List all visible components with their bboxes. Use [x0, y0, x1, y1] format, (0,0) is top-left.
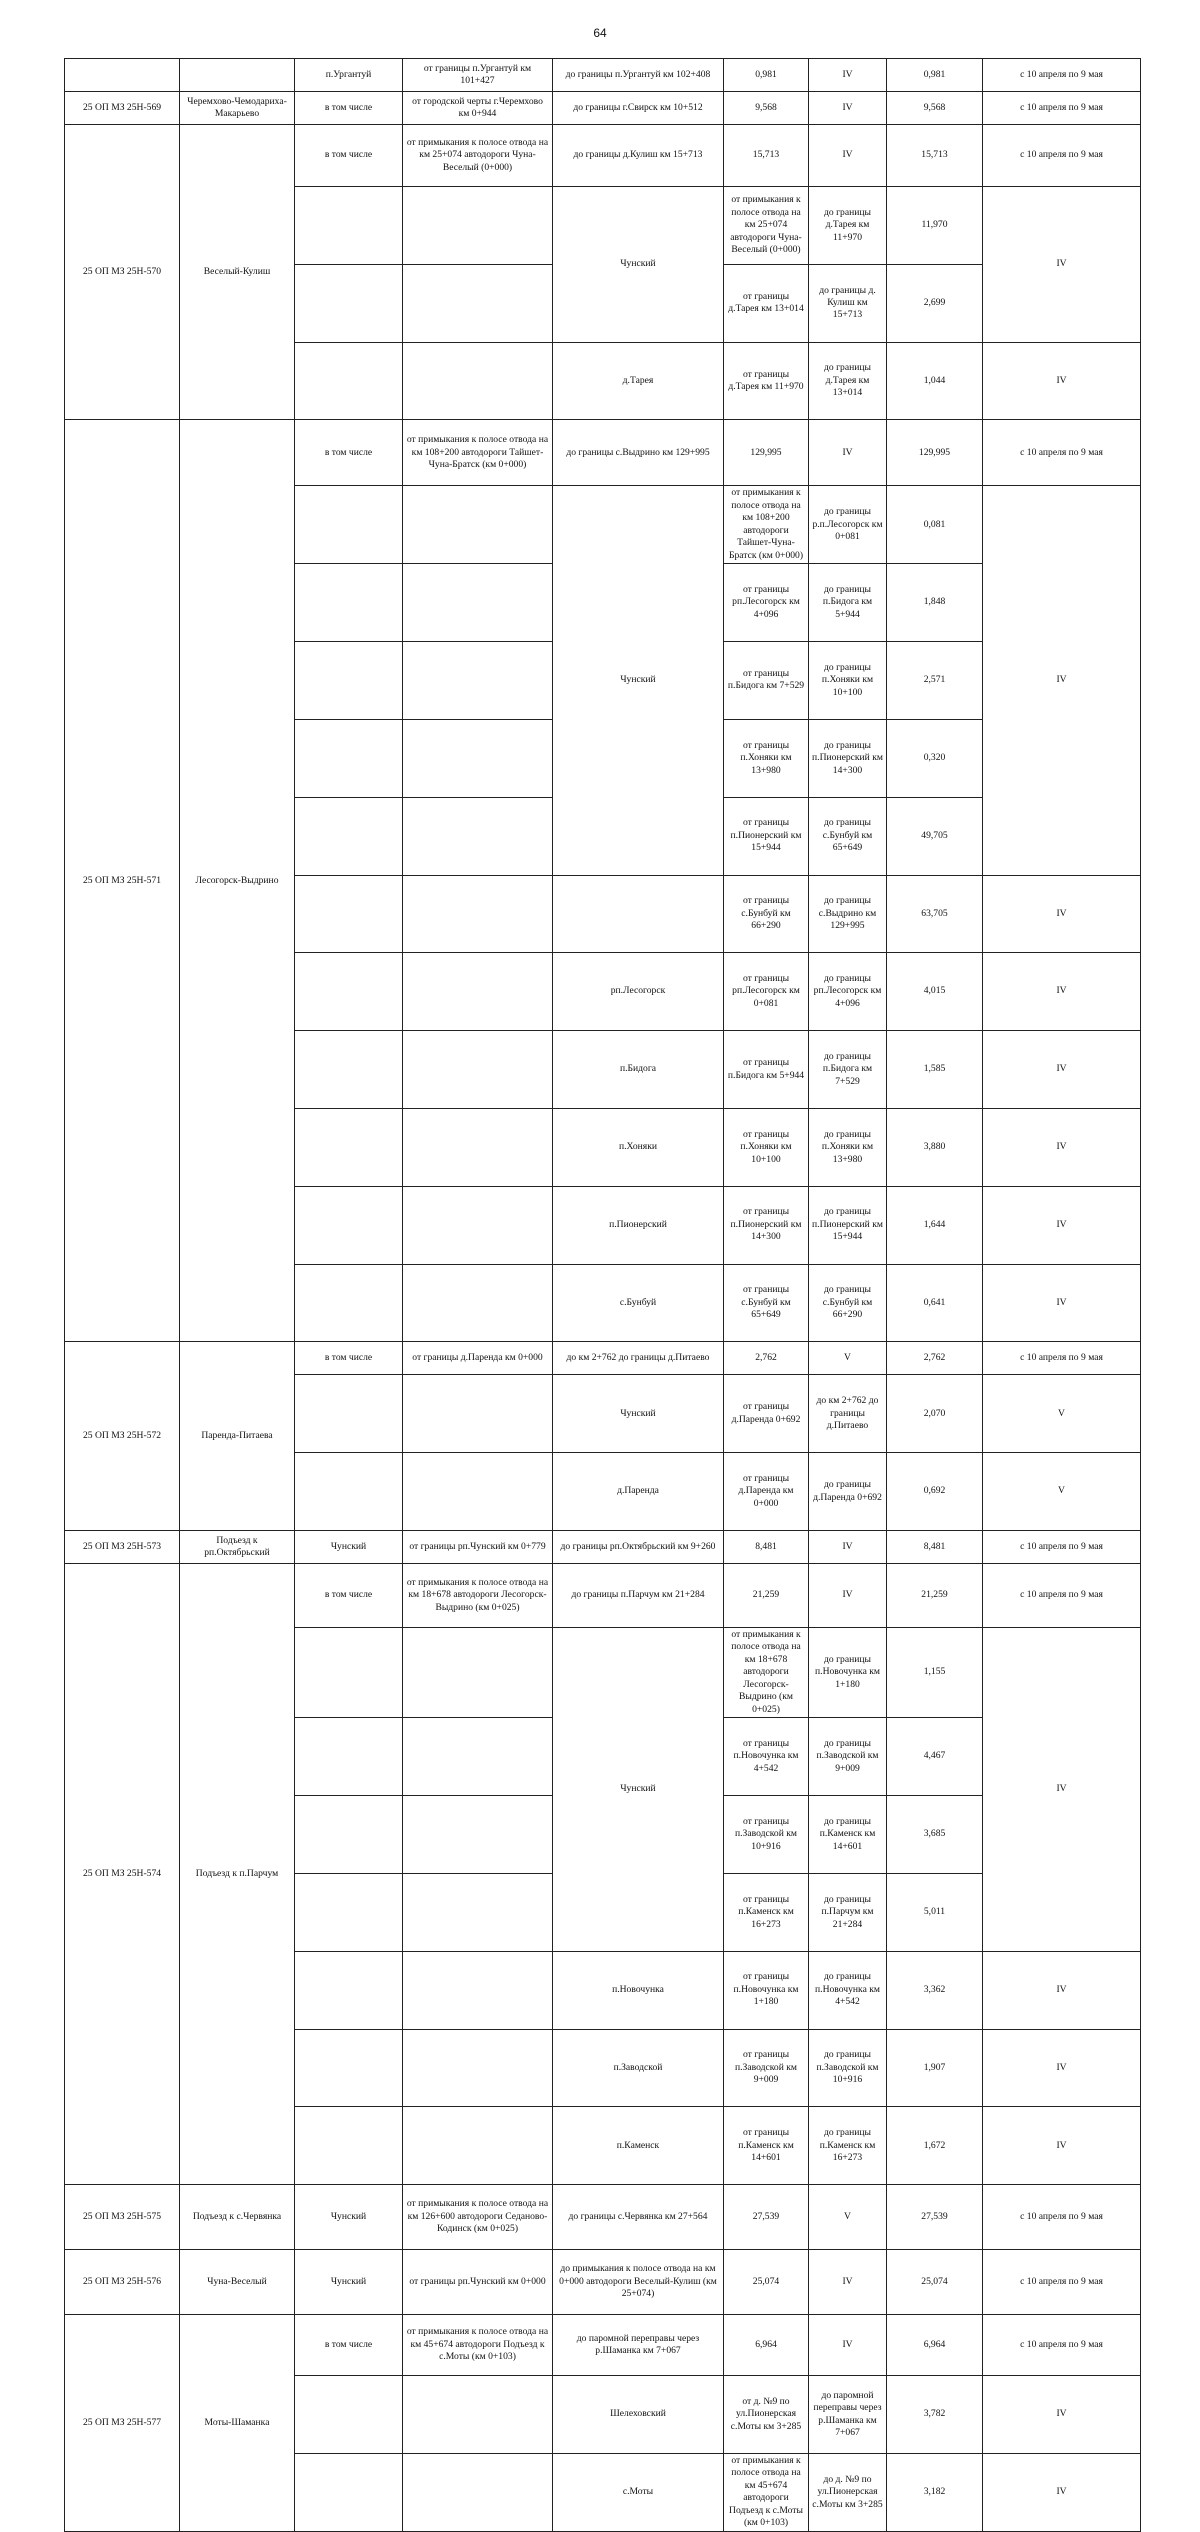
cell-name: Подъезд к п.Парчум: [180, 1564, 295, 2185]
cell-length: 2,571: [887, 642, 983, 720]
cell-length: 1,848: [887, 564, 983, 642]
cell-category: IV: [983, 2453, 1141, 2531]
cell-length: 3,782: [887, 2376, 983, 2454]
cell-code: [295, 1628, 403, 1718]
cell-length: 1,644: [887, 1186, 983, 1264]
table-row: [65, 125, 1141, 187]
cell-code: [295, 2107, 403, 2185]
cell-length2: 21,259: [887, 1564, 983, 1628]
cell-to: до границы п.Парчум км 21+284: [809, 1873, 887, 1951]
cell-from: от городской черты г.Черемхово км 0+944: [403, 92, 553, 125]
cell-category: IV: [983, 875, 1141, 953]
cell-name: [403, 1718, 553, 1796]
cell-category: IV: [809, 1564, 887, 1628]
cell-area: п.Ургантуй: [295, 59, 403, 92]
cell-code: [295, 719, 403, 797]
cell-to: до км 2+762 до границы д.Питаево: [809, 1375, 887, 1453]
cell-from: от границы д.Тарея км 11+970: [724, 342, 809, 420]
cell-name: [403, 953, 553, 1031]
cell-length: 25,074: [724, 2250, 809, 2315]
cell-name: [403, 1264, 553, 1342]
cell-name: [403, 1796, 553, 1874]
cell-name: Подъезд к рп.Октябрьский: [180, 1531, 295, 1564]
cell-code: [295, 1375, 403, 1453]
cell-from: от границы д.Паренда км 0+000: [724, 1453, 809, 1531]
cell-from: от границы с.Бунбуй км 66+290: [724, 875, 809, 953]
cell-name: [403, 1375, 553, 1453]
table-row: [65, 1342, 1141, 1375]
cell-code: 25 ОП МЗ 25Н-575: [65, 2185, 180, 2250]
cell-length: 0,320: [887, 719, 983, 797]
cell-from: от границы рп.Лесогорск км 0+081: [724, 953, 809, 1031]
cell-category: IV: [983, 1031, 1141, 1109]
cell-name: Чуна-Веселый: [180, 2250, 295, 2315]
cell-to: до границы п.Хоняки км 13+980: [809, 1108, 887, 1186]
cell-category: IV: [809, 1531, 887, 1564]
cell-name: Подъезд к с.Червянка: [180, 2185, 295, 2250]
cell-to: до границы п.Пионерский км 14+300: [809, 719, 887, 797]
cell-name: Черемхово-Чемодариха-Макарьево: [180, 92, 295, 125]
cell-category: IV: [983, 486, 1141, 875]
cell-from: от примыкания к полосе отвода на км 25+074 автодороги Чуна-Веселый (0+000): [403, 125, 553, 187]
cell-code: [295, 1873, 403, 1951]
cell-to: до границы п.Новочунка км 4+542: [809, 1951, 887, 2029]
cell-to: до границы д.Тарея км 13+014: [809, 342, 887, 420]
cell-name: Лесогорск-Выдрино: [180, 420, 295, 1342]
cell-category: IV: [983, 1186, 1141, 1264]
cell-to: до примыкания к полосе отвода на км 0+000 автодороги Веселый-Кулиш (км 25+074): [553, 2250, 724, 2315]
cell-to: до границы рп.Октябрьский км 9+260: [553, 1531, 724, 1564]
cell-period: с 10 апреля по 9 мая: [983, 1342, 1141, 1375]
cell-length2: 15,713: [887, 125, 983, 187]
cell-length: 0,981: [724, 59, 809, 92]
cell-from: от примыкания к полосе отвода на км 25+074 автодороги Чуна-Веселый (0+000): [724, 187, 809, 265]
cell-code: [295, 264, 403, 342]
cell-length: 6,964: [724, 2315, 809, 2376]
cell-area: Шелеховский: [553, 2376, 724, 2454]
cell-period: с 10 апреля по 9 мая: [983, 59, 1141, 92]
cell-code: [295, 1108, 403, 1186]
cell-code: [295, 1951, 403, 2029]
cell-length: 3,880: [887, 1108, 983, 1186]
cell-code: [295, 875, 403, 953]
cell-to: до границы п.Пионерский км 15+944: [809, 1186, 887, 1264]
cell-length: 2,762: [724, 1342, 809, 1375]
cell-area: п.Бидога: [553, 1031, 724, 1109]
cell-length: 63,705: [887, 875, 983, 953]
cell-name: [403, 564, 553, 642]
cell-name: Моты-Шаманка: [180, 2315, 295, 2532]
cell-to: до границы п.Бидога км 5+944: [809, 564, 887, 642]
cell-length: 5,011: [887, 1873, 983, 1951]
cell-length: 21,259: [724, 1564, 809, 1628]
cell-length: 3,362: [887, 1951, 983, 2029]
table-body: [65, 59, 1141, 2532]
cell-from: от границы д.Паренда км 0+000: [403, 1342, 553, 1375]
cell-length: 15,713: [724, 125, 809, 187]
cell-length: 1,044: [887, 342, 983, 420]
cell-category: IV: [809, 92, 887, 125]
cell-area: в том числе: [295, 125, 403, 187]
cell-name: [403, 719, 553, 797]
cell-code: [295, 2453, 403, 2531]
cell-area: д.Паренда: [553, 1453, 724, 1531]
cell-to: до границы п.Каменск км 14+601: [809, 1796, 887, 1874]
cell-category: IV: [983, 342, 1141, 420]
cell-area: рп.Лесогорск: [553, 953, 724, 1031]
cell-to: до границы п.Заводской км 9+009: [809, 1718, 887, 1796]
cell-area: с.Бунбуй: [553, 1264, 724, 1342]
table-row: [65, 1564, 1141, 1628]
cell-name: [403, 1031, 553, 1109]
cell-to: до границы д.Паренда 0+692: [809, 1453, 887, 1531]
cell-length: 1,585: [887, 1031, 983, 1109]
cell-code: [295, 1264, 403, 1342]
cell-to: до д. №9 по ул.Пионерская с.Моты км 3+285: [809, 2453, 887, 2531]
cell-category: IV: [983, 1951, 1141, 2029]
cell-area: в том числе: [295, 1342, 403, 1375]
cell-code: [295, 342, 403, 420]
cell-area: Чунский: [553, 187, 724, 343]
cell-from: от границы с.Бунбуй км 65+649: [724, 1264, 809, 1342]
cell-length: 2,070: [887, 1375, 983, 1453]
cell-name: [403, 486, 553, 564]
cell-name: [403, 1453, 553, 1531]
cell-code: [295, 187, 403, 265]
cell-period: с 10 апреля по 9 мая: [983, 1564, 1141, 1628]
cell-to: до границы п.Хоняки км 10+100: [809, 642, 887, 720]
cell-name: [403, 2029, 553, 2107]
cell-area: п.Новочунка: [553, 1951, 724, 2029]
cell-name: [403, 1108, 553, 1186]
cell-area: Чунский: [295, 1531, 403, 1564]
cell-from: от примыкания к полосе отвода на км 108+200 автодороги Тайшет-Чуна-Братск (км 0+000): [724, 486, 809, 564]
cell-length: 3,685: [887, 1796, 983, 1874]
cell-to: до границы с.Выдрино км 129+995: [809, 875, 887, 953]
cell-category: IV: [809, 125, 887, 187]
cell-length: 1,672: [887, 2107, 983, 2185]
cell-area: [553, 875, 724, 953]
cell-period: с 10 апреля по 9 мая: [983, 2250, 1141, 2315]
cell-length: 49,705: [887, 797, 983, 875]
cell-period: с 10 апреля по 9 мая: [983, 1531, 1141, 1564]
cell-category: IV: [983, 1264, 1141, 1342]
cell-from: от границы д.Тарея км 13+014: [724, 264, 809, 342]
cell-code: 25 ОП МЗ 25Н-577: [65, 2315, 180, 2532]
cell-from: от границы рп.Лесогорск км 4+096: [724, 564, 809, 642]
cell-name: [180, 59, 295, 92]
cell-length: 0,081: [887, 486, 983, 564]
cell-code: 25 ОП МЗ 25Н-569: [65, 92, 180, 125]
cell-area: п.Хоняки: [553, 1108, 724, 1186]
cell-length: 4,467: [887, 1718, 983, 1796]
cell-to: до паромной переправы через р.Шаманка км 7+067: [809, 2376, 887, 2454]
cell-period: с 10 апреля по 9 мая: [983, 2315, 1141, 2376]
cell-area: в том числе: [295, 420, 403, 486]
cell-from: от границы п.Новочунка км 4+542: [724, 1718, 809, 1796]
cell-category: IV: [809, 2250, 887, 2315]
cell-code: [295, 486, 403, 564]
cell-from: от границы п.Пионерский км 15+944: [724, 797, 809, 875]
cell-to: до границы д.Тарея км 11+970: [809, 187, 887, 265]
cell-to: до границы с.Выдрино км 129+995: [553, 420, 724, 486]
cell-area: в том числе: [295, 92, 403, 125]
cell-name: [403, 1186, 553, 1264]
cell-from: от границы п.Заводской км 10+916: [724, 1796, 809, 1874]
cell-area: п.Пионерский: [553, 1186, 724, 1264]
cell-to: до границы с.Бунбуй км 65+649: [809, 797, 887, 875]
cell-from: от границы п.Каменск км 14+601: [724, 2107, 809, 2185]
cell-code: 25 ОП МЗ 25Н-571: [65, 420, 180, 1342]
cell-length: 2,699: [887, 264, 983, 342]
cell-length: 3,182: [887, 2453, 983, 2531]
cell-category: V: [983, 1453, 1141, 1531]
cell-category: IV: [809, 2315, 887, 2376]
cell-from: от д. №9 по ул.Пионерская с.Моты км 3+285: [724, 2376, 809, 2454]
cell-name: [403, 797, 553, 875]
cell-to: до границы п.Парчум км 21+284: [553, 1564, 724, 1628]
cell-code: 25 ОП МЗ 25Н-572: [65, 1342, 180, 1531]
cell-name: [403, 1951, 553, 2029]
cell-category: IV: [983, 953, 1141, 1031]
cell-category: IV: [809, 420, 887, 486]
page-number: 64: [593, 26, 607, 40]
cell-from: от границы п.Бидога км 7+529: [724, 642, 809, 720]
cell-to: до границы п.Заводской км 10+916: [809, 2029, 887, 2107]
cell-code: 25 ОП МЗ 25Н-574: [65, 1564, 180, 2185]
cell-name: Паренда-Питаева: [180, 1342, 295, 1531]
cell-length: 0,641: [887, 1264, 983, 1342]
cell-to: до км 2+762 до границы д.Питаево: [553, 1342, 724, 1375]
road-closure-table: [64, 58, 1141, 2532]
cell-area: Чунский: [553, 1375, 724, 1453]
cell-category: IV: [983, 1108, 1141, 1186]
cell-period: с 10 апреля по 9 мая: [983, 2185, 1141, 2250]
cell-name: [403, 2107, 553, 2185]
cell-code: [295, 2376, 403, 2454]
cell-length: 8,481: [724, 1531, 809, 1564]
cell-name: [403, 875, 553, 953]
cell-from: от границы п.Заводской км 9+009: [724, 2029, 809, 2107]
cell-length: 129,995: [724, 420, 809, 486]
cell-to: до паромной переправы через р.Шаманка км 7+067: [553, 2315, 724, 2376]
cell-from: от границы рп.Чунский км 0+000: [403, 2250, 553, 2315]
cell-category: IV: [983, 2376, 1141, 2454]
cell-code: [295, 1031, 403, 1109]
table-row: [65, 1531, 1141, 1564]
cell-category: IV: [983, 2107, 1141, 2185]
cell-to: до границы с.Бунбуй км 66+290: [809, 1264, 887, 1342]
cell-name: [403, 342, 553, 420]
cell-to: до границы д.Кулиш км 15+713: [553, 125, 724, 187]
cell-category: IV: [983, 187, 1141, 343]
cell-area: в том числе: [295, 2315, 403, 2376]
cell-to: до границы д. Кулиш км 15+713: [809, 264, 887, 342]
cell-code: [295, 1796, 403, 1874]
cell-from: от примыкания к полосе отвода на км 45+674 автодороги Подъезд к с.Моты (км 0+103): [403, 2315, 553, 2376]
cell-name: [403, 264, 553, 342]
cell-length: 1,907: [887, 2029, 983, 2107]
cell-length: 4,015: [887, 953, 983, 1031]
cell-length2: 25,074: [887, 2250, 983, 2315]
cell-length2: 9,568: [887, 92, 983, 125]
cell-to: до границы п.Новочунка км 1+180: [809, 1628, 887, 1718]
cell-period: с 10 апреля по 9 мая: [983, 92, 1141, 125]
cell-code: [295, 1186, 403, 1264]
cell-area: д.Тарея: [553, 342, 724, 420]
cell-to: до границы п.Бидога км 7+529: [809, 1031, 887, 1109]
cell-name: [403, 1873, 553, 1951]
cell-category: IV: [983, 1628, 1141, 1952]
table-row: [65, 2250, 1141, 2315]
cell-length2: 0,981: [887, 59, 983, 92]
cell-from: от примыкания к полосе отвода на км 18+678 автодороги Лесогорск-Выдрино (км 0+025): [403, 1564, 553, 1628]
cell-length2: 8,481: [887, 1531, 983, 1564]
cell-area: Чунский: [295, 2185, 403, 2250]
cell-category: V: [809, 2185, 887, 2250]
cell-category: V: [983, 1375, 1141, 1453]
cell-length: 11,970: [887, 187, 983, 265]
cell-area: Чунский: [553, 486, 724, 875]
cell-from: от примыкания к полосе отвода на км 45+674 автодороги Подъезд к с.Моты (км 0+103): [724, 2453, 809, 2531]
table-row: [65, 2185, 1141, 2250]
cell-from: от примыкания к полосе отвода на км 126+600 автодороги Седаново-Кодинск (км 0+025): [403, 2185, 553, 2250]
cell-area: п.Каменск: [553, 2107, 724, 2185]
cell-from: от границы п.Хоняки км 10+100: [724, 1108, 809, 1186]
cell-from: от границы п.Пионерский км 14+300: [724, 1186, 809, 1264]
cell-from: от границы п.Каменск км 16+273: [724, 1873, 809, 1951]
cell-to: до границы п.Каменск км 16+273: [809, 2107, 887, 2185]
cell-period: с 10 апреля по 9 мая: [983, 125, 1141, 187]
cell-to: до границы с.Червянка км 27+564: [553, 2185, 724, 2250]
cell-code: [295, 642, 403, 720]
cell-code: [295, 1718, 403, 1796]
cell-to: до границы рп.Лесогорск км 4+096: [809, 953, 887, 1031]
cell-to: до границы р.п.Лесогорск км 0+081: [809, 486, 887, 564]
cell-length: 0,692: [887, 1453, 983, 1531]
cell-code: 25 ОП МЗ 25Н-570: [65, 125, 180, 420]
cell-code: [65, 59, 180, 92]
cell-from: от границы д.Паренда 0+692: [724, 1375, 809, 1453]
cell-from: от границы рп.Чунский км 0+779: [403, 1531, 553, 1564]
cell-from: от границы п.Бидога км 5+944: [724, 1031, 809, 1109]
cell-code: [295, 2029, 403, 2107]
cell-name: [403, 1628, 553, 1718]
cell-area: Чунский: [553, 1628, 724, 1952]
cell-from: от границы п.Хоняки км 13+980: [724, 719, 809, 797]
cell-length2: 6,964: [887, 2315, 983, 2376]
cell-length2: 129,995: [887, 420, 983, 486]
cell-period: с 10 апреля по 9 мая: [983, 420, 1141, 486]
cell-area: Чунский: [295, 2250, 403, 2315]
cell-name: [403, 2453, 553, 2531]
cell-from: от границы п.Ургантуй км 101+427: [403, 59, 553, 92]
cell-area: в том числе: [295, 1564, 403, 1628]
cell-name: [403, 187, 553, 265]
cell-name: [403, 2376, 553, 2454]
table-row: [65, 59, 1141, 92]
cell-from: от границы п.Новочунка км 1+180: [724, 1951, 809, 2029]
cell-length: 27,539: [724, 2185, 809, 2250]
cell-code: [295, 1453, 403, 1531]
cell-category: IV: [809, 59, 887, 92]
cell-area: с.Моты: [553, 2453, 724, 2531]
cell-to: до границы г.Свирск км 10+512: [553, 92, 724, 125]
cell-category: IV: [983, 2029, 1141, 2107]
cell-length: 1,155: [887, 1628, 983, 1718]
cell-category: V: [809, 1342, 887, 1375]
cell-from: от примыкания к полосе отвода на км 108+200 автодороги Тайшет-Чуна-Братск (км 0+000): [403, 420, 553, 486]
cell-to: до границы п.Ургантуй км 102+408: [553, 59, 724, 92]
cell-from: от примыкания к полосе отвода на км 18+678 автодороги Лесогорск-Выдрино (км 0+025): [724, 1628, 809, 1718]
cell-code: 25 ОП МЗ 25Н-576: [65, 2250, 180, 2315]
cell-area: п.Заводской: [553, 2029, 724, 2107]
table-row: [65, 92, 1141, 125]
cell-code: 25 ОП МЗ 25Н-573: [65, 1531, 180, 1564]
cell-length: 9,568: [724, 92, 809, 125]
table-row: [65, 420, 1141, 486]
cell-length2: 27,539: [887, 2185, 983, 2250]
cell-length2: 2,762: [887, 1342, 983, 1375]
cell-name: [403, 642, 553, 720]
cell-name: Веселый-Кулиш: [180, 125, 295, 420]
cell-code: [295, 564, 403, 642]
cell-code: [295, 797, 403, 875]
cell-code: [295, 953, 403, 1031]
table-row: [65, 2315, 1141, 2376]
